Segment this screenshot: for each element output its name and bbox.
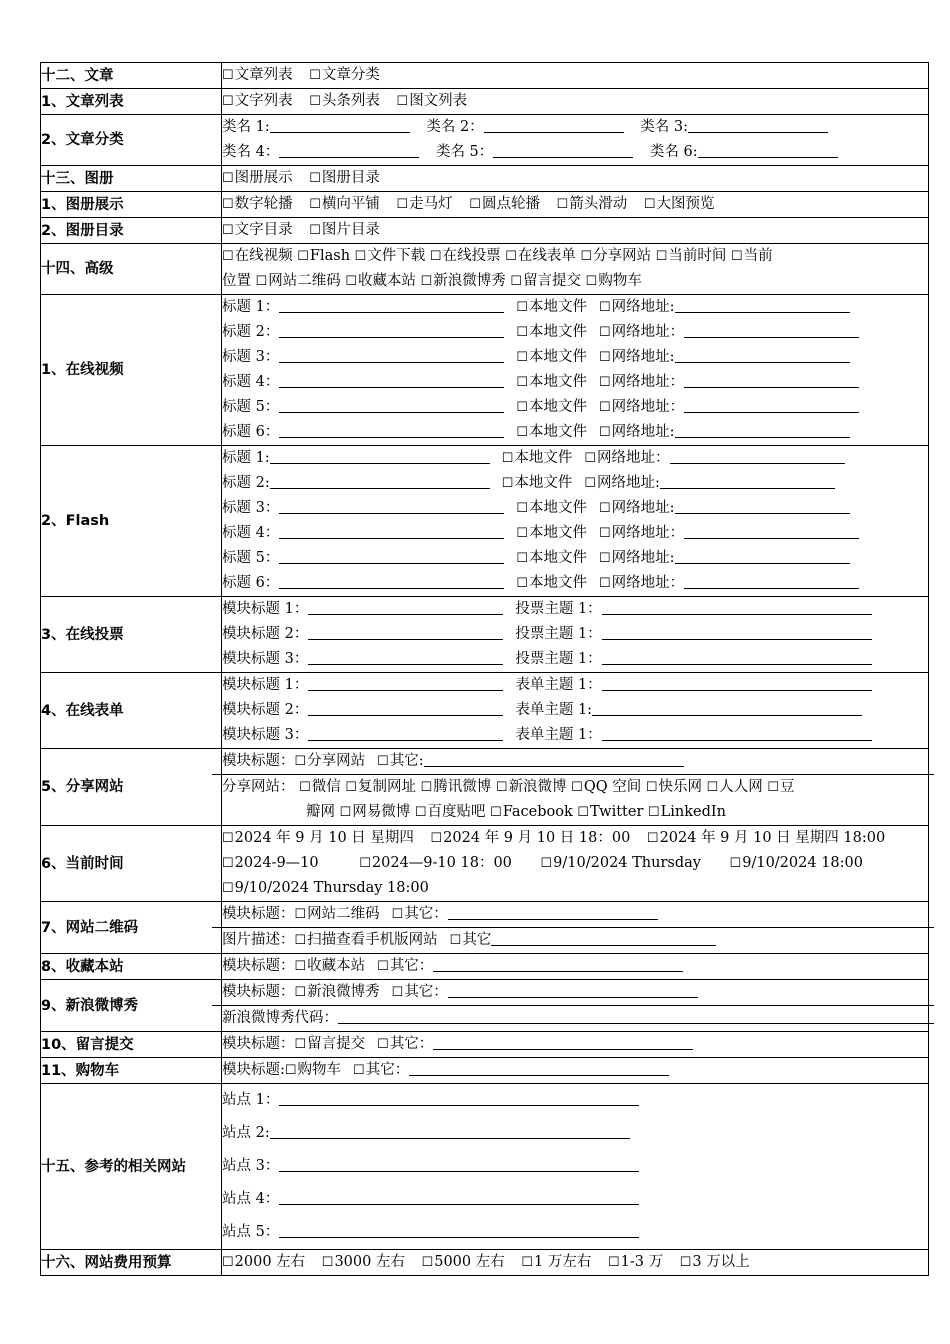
checkbox-share[interactable]: ☐ LinkedIn — [648, 804, 726, 820]
site-label: 站点 5： — [222, 1224, 280, 1240]
checkbox-time-format[interactable]: ☐ 2024—9-10 18：00 — [359, 855, 512, 871]
module-title-label: 模块标题： — [222, 958, 295, 974]
row-weibo — [41, 980, 929, 1032]
row-share — [41, 749, 929, 826]
checkbox-favorite[interactable]: ☐ 收藏本站 — [295, 958, 366, 974]
url-field[interactable] — [684, 373, 859, 388]
row-label: 2、Flash — [41, 446, 222, 597]
checkbox-other[interactable]: ☐ 其它： — [392, 906, 448, 922]
checkbox-net-address[interactable]: ☐ 网络地址: — [599, 550, 675, 566]
site-field[interactable] — [270, 1124, 630, 1139]
checkbox-headline-list[interactable]: ☐ 头条列表 — [309, 93, 380, 109]
row-article-category — [41, 115, 929, 166]
row-label: 十三、图册 — [41, 166, 222, 192]
checkbox-advanced[interactable]: ☐ 收藏本站 — [345, 273, 416, 289]
checkbox-scan-mobile[interactable]: ☐ 扫描查看手机版网站 — [295, 932, 438, 948]
checkbox-album-option[interactable]: ☐ 箭头滑动 — [557, 196, 628, 212]
module-title-label: 模块标题 2： — [222, 702, 309, 718]
row-cart — [41, 1058, 929, 1084]
url-field[interactable] — [684, 574, 859, 589]
checkbox-weibo[interactable]: ☐ 新浪微博秀 — [295, 984, 380, 1000]
title-label: 标题 1： — [222, 299, 280, 315]
other-field[interactable] — [491, 931, 716, 946]
checkbox-share[interactable]: ☐ 人人网 — [707, 779, 763, 795]
category-name-label: 类名 2： — [426, 119, 484, 135]
checkbox-net-address[interactable]: ☐ 网络地址: — [599, 500, 675, 516]
url-field[interactable] — [684, 398, 859, 413]
row-label: 1、文章列表 — [41, 89, 222, 115]
checkbox-share[interactable]: ☐ 复制网址 — [345, 779, 416, 795]
requirements-form-table — [40, 62, 929, 1276]
row-label: 11、购物车 — [41, 1058, 222, 1084]
row-label: 5、分享网站 — [41, 749, 222, 826]
checkbox-local-file[interactable]: ☐ 本地文件 — [516, 424, 587, 440]
form-topic-field[interactable] — [602, 726, 872, 741]
title-field[interactable] — [279, 574, 504, 589]
checkbox-advanced[interactable]: ☐ 新浪微博秀 — [421, 273, 506, 289]
row-label: 4、在线表单 — [41, 673, 222, 749]
row-online-vote — [41, 597, 929, 673]
vote-topic-label: 投票主题 1： — [515, 651, 602, 667]
checkbox-advanced[interactable]: ☐ Flash — [297, 248, 350, 264]
title-field[interactable] — [279, 549, 504, 564]
checkbox-time-format[interactable]: ☐ 9/10/2024 Thursday — [541, 855, 701, 871]
checkbox-advanced[interactable]: ☐ 当前 — [731, 248, 773, 264]
title-label: 标题 6： — [222, 575, 280, 591]
checkbox-album-option[interactable]: ☐ 数字轮播 — [222, 196, 293, 212]
checkbox-share[interactable]: ☐ Twitter — [577, 804, 643, 820]
vote-topic-field[interactable] — [602, 650, 872, 665]
other-field[interactable] — [424, 752, 684, 767]
category-name-label: 类名 3: — [640, 119, 689, 135]
checkbox-advanced[interactable]: ☐ 在线表单 — [505, 248, 576, 264]
other-field[interactable] — [409, 1061, 669, 1076]
checkbox-qrcode[interactable]: ☐ 网站二维码 — [295, 906, 380, 922]
title-field[interactable] — [270, 449, 490, 464]
checkbox-other[interactable]: ☐ 其它： — [377, 958, 433, 974]
title-field[interactable] — [279, 298, 504, 313]
checkbox-local-file[interactable]: ☐ 本地文件 — [516, 324, 587, 340]
vote-topic-label: 投票主题 1： — [515, 601, 602, 617]
checkbox-article-category[interactable]: ☐ 文章分类 — [309, 67, 380, 83]
title-label: 标题 3： — [222, 500, 280, 516]
title-label: 标题 6： — [222, 424, 280, 440]
row-online-video — [41, 295, 929, 446]
category-name-field[interactable] — [279, 143, 419, 158]
wrapped-text: 位置 — [222, 273, 251, 289]
row-sec14 — [41, 244, 929, 295]
checkbox-budget[interactable]: ☐ 2000 左右 — [222, 1254, 305, 1270]
row-qrcode — [41, 902, 929, 954]
title-field[interactable] — [279, 323, 504, 338]
checkbox-message[interactable]: ☐ 留言提交 — [295, 1036, 366, 1052]
row-label: 十五、参考的相关网站 — [41, 1084, 222, 1250]
checkbox-image-text-list[interactable]: ☐ 图文列表 — [397, 93, 468, 109]
checkbox-advanced[interactable]: ☐ 留言提交 — [510, 273, 581, 289]
url-field[interactable] — [684, 524, 859, 539]
module-title-field[interactable] — [308, 600, 503, 615]
form-topic-label: 表单主题 1： — [515, 677, 602, 693]
checkbox-advanced[interactable]: ☐ 文件下载 — [355, 248, 426, 264]
module-title-label: 模块标题： — [222, 906, 295, 922]
module-title-label: 模块标题 3： — [222, 651, 309, 667]
title-field[interactable] — [270, 474, 490, 489]
checkbox-advanced[interactable]: ☐ 当前时间 — [656, 248, 727, 264]
title-label: 标题 2: — [222, 475, 270, 491]
checkbox-advanced[interactable]: ☐ 购物车 — [586, 273, 642, 289]
checkbox-share[interactable]: ☐ QQ 空间 — [571, 779, 641, 795]
form-topic-label: 表单主题 1: — [515, 702, 593, 718]
checkbox-budget[interactable]: ☐ 5000 左右 — [422, 1254, 505, 1270]
module-title-field[interactable] — [308, 676, 503, 691]
row-flash — [41, 446, 929, 597]
checkbox-article-list[interactable]: ☐ 文章列表 — [222, 67, 293, 83]
checkbox-time-format[interactable]: ☐ 2024 年 9 月 10 日 18：00 — [431, 830, 631, 846]
title-label: 标题 5： — [222, 550, 280, 566]
checkbox-time-format[interactable]: ☐ 9/10/2024 Thursday 18:00 — [222, 880, 429, 896]
row-album-dir — [41, 218, 929, 244]
module-title-field[interactable] — [308, 650, 503, 665]
checkbox-local-file[interactable]: ☐ 本地文件 — [516, 500, 587, 516]
checkbox-album-option[interactable]: ☐ 大图预览 — [644, 196, 715, 212]
title-label: 标题 5： — [222, 399, 280, 415]
module-title-label: 模块标题 1： — [222, 677, 309, 693]
row-label: 9、新浪微博秀 — [41, 980, 222, 1032]
module-title-label: 模块标题 1： — [222, 601, 309, 617]
module-title-label: 模块标题 2： — [222, 626, 309, 642]
url-field[interactable] — [675, 423, 850, 438]
row-online-form — [41, 673, 929, 749]
checkbox-share[interactable]: ☐ 快乐网 — [646, 779, 702, 795]
category-name-label: 类名 1: — [222, 119, 270, 135]
checkbox-net-address[interactable]: ☐ 网络地址： — [599, 399, 684, 415]
row-label: 3、在线投票 — [41, 597, 222, 673]
checkbox-share[interactable]: ☐ 网易微博 — [340, 804, 411, 820]
checkbox-text-list[interactable]: ☐ 文字列表 — [222, 93, 293, 109]
checkbox-time-format[interactable]: ☐ 2024-9—10 — [222, 855, 319, 871]
row-article-list — [41, 89, 929, 115]
title-label: 标题 1: — [222, 450, 270, 466]
category-name-field[interactable] — [493, 143, 633, 158]
category-name-label: 类名 5： — [435, 144, 494, 160]
row-album-display — [41, 192, 929, 218]
checkbox-share[interactable]: ☐ 腾讯微博 — [421, 779, 492, 795]
checkbox-local-file[interactable]: ☐ 本地文件 — [516, 550, 587, 566]
checkbox-advanced[interactable]: ☐ 分享网站 — [580, 248, 651, 264]
checkbox-net-address[interactable]: ☐ 网络地址： — [599, 525, 684, 541]
category-name-field[interactable] — [270, 118, 410, 133]
title-field[interactable] — [279, 499, 504, 514]
vote-topic-field[interactable] — [602, 625, 872, 640]
checkbox-other[interactable]: ☐ 其它： — [392, 984, 448, 1000]
category-name-field[interactable] — [698, 143, 838, 158]
title-field[interactable] — [279, 348, 504, 363]
row-message — [41, 1032, 929, 1058]
checkbox-net-address[interactable]: ☐ 网络地址： — [599, 374, 684, 390]
other-field[interactable] — [433, 957, 683, 972]
image-desc-label: 图片描述： — [222, 932, 295, 948]
share-sites-label: 分享网站： — [222, 779, 295, 795]
url-field[interactable] — [675, 499, 850, 514]
module-title-label: 模块标题： — [222, 753, 295, 769]
other-field[interactable] — [433, 1035, 693, 1050]
checkbox-other[interactable]: ☐ 其它： — [353, 1062, 409, 1078]
title-label: 标题 4： — [222, 374, 280, 390]
checkbox-local-file[interactable]: ☐ 本地文件 — [516, 525, 587, 541]
row-label: 10、留言提交 — [41, 1032, 222, 1058]
checkbox-share[interactable]: ☐ 豆 — [767, 779, 794, 795]
row-favorite — [41, 954, 929, 980]
checkbox-local-file[interactable]: ☐ 本地文件 — [516, 399, 587, 415]
site-field[interactable] — [279, 1157, 639, 1172]
category-name-label: 类名 6: — [649, 144, 698, 160]
module-title-label: 模块标题： — [222, 984, 295, 1000]
wrapped-text: 瓣网 — [306, 804, 335, 820]
title-label: 标题 3： — [222, 349, 280, 365]
title-field[interactable] — [279, 398, 504, 413]
weibo-code-field[interactable] — [338, 1009, 934, 1024]
title-field[interactable] — [279, 524, 504, 539]
form-topic-field[interactable] — [602, 676, 872, 691]
module-title-field[interactable] — [308, 701, 503, 716]
row-label: 7、网站二维码 — [41, 902, 222, 954]
row-label: 6、当前时间 — [41, 826, 222, 902]
checkbox-other[interactable]: ☐ 其它： — [377, 1036, 433, 1052]
module-title-label: 模块标题: — [222, 1062, 285, 1078]
row-label: 2、图册目录 — [41, 218, 222, 244]
checkbox-advanced[interactable]: ☐ 在线投票 — [430, 248, 501, 264]
other-field[interactable] — [448, 905, 658, 920]
checkbox-share[interactable]: ☐ 百度贴吧 — [415, 804, 486, 820]
url-field[interactable] — [660, 474, 835, 489]
row-label: 十四、高级 — [41, 244, 222, 295]
checkbox-time-format[interactable]: ☐ 2024 年 9 月 10 日 星期四 — [222, 830, 414, 846]
row-sec15 — [41, 1084, 929, 1250]
url-field[interactable] — [675, 348, 850, 363]
checkbox-time-format[interactable]: ☐ 2024 年 9 月 10 日 星期四 18:00 — [647, 830, 885, 846]
site-label: 站点 4： — [222, 1191, 280, 1207]
form-topic-field[interactable] — [592, 701, 862, 716]
site-label: 站点 1： — [222, 1092, 280, 1108]
checkbox-net-address[interactable]: ☐ 网络地址： — [599, 324, 684, 340]
checkbox-advanced[interactable]: ☐ 网站二维码 — [256, 273, 341, 289]
checkbox-budget[interactable]: ☐ 3000 左右 — [322, 1254, 405, 1270]
checkbox-text-dir[interactable]: ☐ 文字目录 — [222, 222, 293, 238]
checkbox-album-option[interactable]: ☐ 走马灯 — [397, 196, 453, 212]
checkbox-album-dir[interactable]: ☐ 图册目录 — [309, 170, 380, 186]
title-field[interactable] — [279, 423, 504, 438]
checkbox-share-site[interactable]: ☐ 分享网站 — [295, 753, 366, 769]
title-label: 标题 2： — [222, 324, 280, 340]
site-label: 站点 3： — [222, 1158, 280, 1174]
module-title-field[interactable] — [308, 625, 503, 640]
checkbox-net-address[interactable]: ☐ 网络地址: — [599, 424, 675, 440]
checkbox-net-address[interactable]: ☐ 网络地址： — [584, 450, 669, 466]
vote-topic-label: 投票主题 1： — [515, 626, 602, 642]
row-label: 8、收藏本站 — [41, 954, 222, 980]
checkbox-other[interactable]: ☐ 其它 — [450, 932, 492, 948]
checkbox-local-file[interactable]: ☐ 本地文件 — [516, 349, 587, 365]
row-sec13 — [41, 166, 929, 192]
row-label: 1、图册展示 — [41, 192, 222, 218]
site-label: 站点 2: — [222, 1125, 270, 1141]
checkbox-image-dir[interactable]: ☐ 图片目录 — [309, 222, 380, 238]
title-field[interactable] — [279, 373, 504, 388]
checkbox-share[interactable]: ☐ 微信 — [299, 779, 341, 795]
title-label: 标题 4： — [222, 525, 280, 541]
row-sec16 — [41, 1250, 929, 1276]
weibo-code-label: 新浪微博秀代码： — [222, 1010, 338, 1026]
site-field[interactable] — [279, 1190, 639, 1205]
checkbox-album-display[interactable]: ☐ 图册展示 — [222, 170, 293, 186]
url-field[interactable] — [684, 323, 859, 338]
row-time — [41, 826, 929, 902]
checkbox-album-option[interactable]: ☐ 横向平铺 — [309, 196, 380, 212]
checkbox-local-file[interactable]: ☐ 本地文件 — [516, 575, 587, 591]
checkbox-local-file[interactable]: ☐ 本地文件 — [516, 299, 587, 315]
checkbox-net-address[interactable]: ☐ 网络地址: — [584, 475, 660, 491]
row-sec12 — [41, 63, 929, 89]
form-topic-label: 表单主题 1： — [515, 727, 602, 743]
checkbox-advanced[interactable]: ☐ 在线视频 — [222, 248, 293, 264]
module-title-label: 模块标题 3： — [222, 727, 309, 743]
row-label: 十二、文章 — [41, 63, 222, 89]
category-name-label: 类名 4： — [222, 144, 280, 160]
checkbox-net-address[interactable]: ☐ 网络地址: — [599, 349, 675, 365]
checkbox-budget[interactable]: ☐ 1 万左右 — [521, 1254, 591, 1270]
checkbox-share[interactable]: ☐ Facebook — [490, 804, 573, 820]
checkbox-time-format[interactable]: ☐ 9/10/2024 18:00 — [730, 855, 863, 871]
url-field[interactable] — [675, 298, 850, 313]
url-field[interactable] — [675, 549, 850, 564]
checkbox-local-file[interactable]: ☐ 本地文件 — [502, 475, 573, 491]
url-field[interactable] — [670, 449, 845, 464]
checkbox-net-address[interactable]: ☐ 网络地址： — [599, 575, 684, 591]
checkbox-net-address[interactable]: ☐ 网络地址: — [599, 299, 675, 315]
checkbox-local-file[interactable]: ☐ 本地文件 — [516, 374, 587, 390]
other-field[interactable] — [448, 983, 698, 998]
vote-topic-field[interactable] — [602, 600, 872, 615]
row-label: 1、在线视频 — [41, 295, 222, 446]
checkbox-budget[interactable]: ☐ 3 万以上 — [680, 1254, 750, 1270]
checkbox-budget[interactable]: ☐ 1-3 万 — [608, 1254, 663, 1270]
checkbox-share[interactable]: ☐ 新浪微博 — [496, 779, 567, 795]
module-title-field[interactable] — [308, 726, 503, 741]
row-label: 2、文章分类 — [41, 115, 222, 166]
checkbox-local-file[interactable]: ☐ 本地文件 — [502, 450, 573, 466]
module-title-label: 模块标题： — [222, 1036, 295, 1052]
checkbox-other[interactable]: ☐ 其它: — [377, 753, 424, 769]
site-field[interactable] — [279, 1091, 639, 1106]
checkbox-album-option[interactable]: ☐ 圆点轮播 — [469, 196, 540, 212]
site-field[interactable] — [279, 1223, 639, 1238]
category-name-field[interactable] — [484, 118, 624, 133]
row-label: 十六、网站费用预算 — [41, 1250, 222, 1276]
checkbox-cart[interactable]: ☐ 购物车 — [285, 1062, 341, 1078]
category-name-field[interactable] — [688, 118, 828, 133]
